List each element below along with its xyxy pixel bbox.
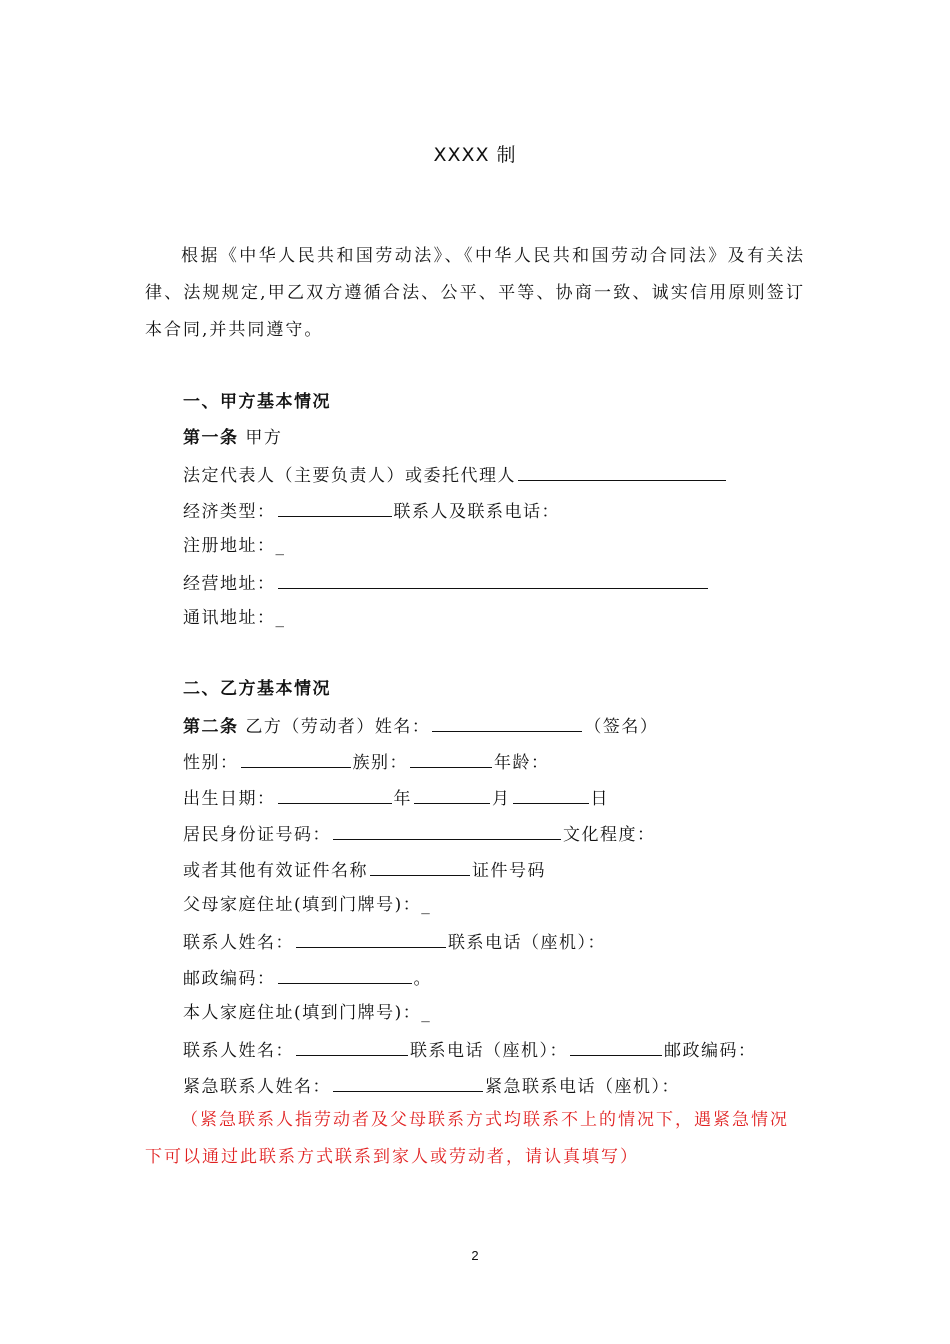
day-label: 日 [590, 789, 609, 809]
education-label: 文化程度： [563, 825, 656, 845]
contact2-tel-field[interactable] [570, 1037, 662, 1056]
contact-line [183, 929, 606, 955]
other-id-field[interactable] [370, 857, 470, 876]
contact-tel-label: 联系电话（座机）： [448, 933, 606, 953]
legal-rep-line [183, 462, 728, 488]
ethnicity-field[interactable] [410, 749, 492, 768]
article2-line [183, 713, 658, 739]
parents-addr-line [183, 893, 431, 917]
other-id-label: 或者其他有效证件名称 [183, 861, 368, 881]
contact2-name-label: 联系人姓名： [183, 1041, 294, 1061]
article2-label: 第二条 [183, 717, 239, 737]
postcode-label: 邮政编码： [183, 969, 276, 989]
ethnicity-label: 族别： [352, 753, 408, 773]
reg-addr-line [183, 534, 286, 558]
id-number-label: 证件号码 [472, 861, 546, 881]
birth-day-field[interactable] [513, 785, 589, 804]
mail-addr-line [183, 606, 286, 630]
birth-month-field[interactable] [414, 785, 490, 804]
emergency-name-field[interactable] [333, 1073, 483, 1092]
postcode-line [183, 965, 432, 991]
reg-addr-field[interactable]: _ [275, 536, 286, 556]
mail-addr-field[interactable]: _ [275, 608, 286, 628]
econ-type-line [183, 498, 560, 524]
emergency-name-label: 紧急联系人姓名： [183, 1077, 331, 1097]
econ-type-field[interactable] [278, 498, 392, 517]
postcode-field[interactable] [278, 965, 412, 984]
id-line [183, 821, 656, 847]
contact-phone-label: 联系人及联系电话： [393, 502, 560, 522]
article2-text: 乙方（劳动者）姓名： [238, 717, 431, 737]
worker-name-field[interactable] [432, 713, 582, 732]
article1-text: 甲方 [238, 428, 283, 448]
own-addr-line [183, 1001, 431, 1025]
parents-addr-field[interactable]: _ [421, 895, 432, 915]
section1-heading: 一、甲方基本情况 [183, 392, 331, 412]
birth-year-field[interactable] [278, 785, 392, 804]
own-addr-field[interactable]: _ [421, 1003, 432, 1023]
reg-addr-label: 注册地址： [183, 536, 276, 556]
gender-line [183, 749, 550, 775]
contact2-tel-label: 联系电话（座机）： [410, 1041, 568, 1061]
birth-label: 出生日期： [183, 789, 276, 809]
econ-type-label: 经济类型： [183, 502, 276, 522]
postcode-period: 。 [413, 969, 432, 989]
age-label: 年龄： [494, 753, 550, 773]
contact-name-field[interactable] [296, 929, 446, 948]
page-number: 2 [471, 1248, 479, 1263]
legal-rep-field[interactable] [518, 462, 726, 481]
postcode2-label: 邮政编码： [664, 1041, 757, 1061]
document-title: XXXX 制 [433, 144, 517, 166]
parents-addr-label: 父母家庭住址(填到门牌号)： [183, 895, 422, 915]
biz-addr-line [183, 570, 710, 596]
contact-name-label: 联系人姓名： [183, 933, 294, 953]
biz-addr-label: 经营地址： [183, 574, 276, 594]
legal-rep-label: 法定代表人（主要负责人）或委托代理人 [183, 466, 516, 486]
signature-label: （签名） [584, 717, 659, 737]
contact2-line [183, 1037, 757, 1063]
emergency-line [183, 1073, 680, 1099]
mail-addr-label: 通讯地址： [183, 608, 276, 628]
section2-heading: 二、乙方基本情况 [183, 679, 331, 699]
year-label: 年 [393, 789, 412, 809]
biz-addr-field[interactable] [278, 570, 708, 589]
id-field[interactable] [333, 821, 561, 840]
own-addr-label: 本人家庭住址(填到门牌号)： [183, 1003, 422, 1023]
article1-line [183, 426, 282, 450]
emergency-note: （紧急联系人指劳动者及父母联系方式均联系不上的情况下，遇紧急情况下可以通过此联系方式联系到家人或劳动者，请认真填写） [145, 1110, 789, 1167]
other-id-line [183, 857, 546, 883]
birth-line [183, 785, 609, 811]
emergency-tel-label: 紧急联系电话（座机）： [485, 1077, 680, 1097]
contact2-name-field[interactable] [296, 1037, 408, 1056]
article1-label: 第一条 [183, 428, 239, 448]
month-label: 月 [492, 789, 511, 809]
preamble-paragraph: 根据《中华人民共和国劳动法》、《中华人民共和国劳动合同法》及有关法律、法规规定,甲乙双方遵循合法、公平、平等、协商一致、诚实信用原则签订本合同,并共同遵守。 [145, 246, 805, 340]
gender-field[interactable] [241, 749, 351, 768]
id-label: 居民身份证号码： [183, 825, 331, 845]
gender-label: 性别： [183, 753, 239, 773]
